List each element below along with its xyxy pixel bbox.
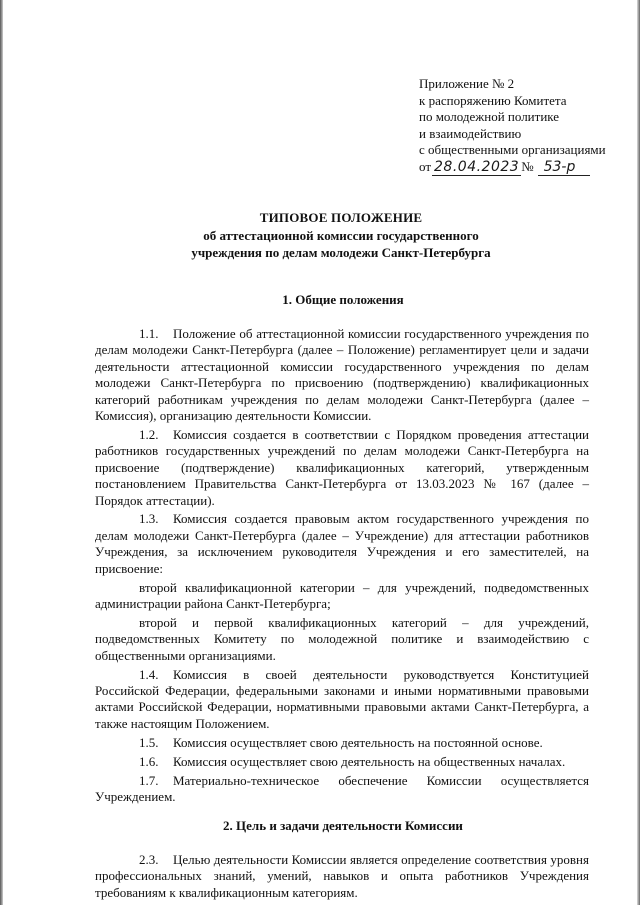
paragraph-text: Целью деятельности Комиссии является определение соответствия уровня профессиональных знаний, умений, навыков и опыта работников Учреждения требованиям к квалификационным категориям.	[95, 852, 589, 900]
paragraph-number: 1.7.	[139, 772, 159, 788]
paragraph-text: второй и первой квалификационных категорий – для учреждений, подведомственных Комитету по молодежной политике и взаимодействию с общественными организациями.	[95, 614, 589, 663]
handwritten-number: 53-р	[538, 159, 590, 177]
paragraph-number: 1.4.	[139, 666, 159, 682]
paragraph	[95, 511, 589, 577]
appendix-block	[419, 76, 606, 176]
handwritten-date: 28.04.2023	[434, 158, 520, 175]
appendix-line: с общественными организациями	[419, 142, 606, 157]
paragraph-text: Комиссия осуществляет свою деятельность на общественных началах.	[173, 753, 566, 769]
paragraph-number: 1.5.	[139, 734, 159, 750]
section-1-heading: 1. Общие положения	[282, 292, 404, 307]
date-prefix: от	[419, 158, 432, 174]
appendix-line: по молодежной политике	[419, 109, 560, 124]
paragraph-text: Комиссия в своей деятельности руководствуется Конституцией Российской Федерации, федеральными законами и иными нормативными правовыми актами Российской Федерации, нормативными правовыми актами Санкт-Петербурга, а также настоящим Положением.	[95, 666, 589, 731]
appendix-line: к распоряжению Комитета	[419, 92, 567, 108]
appendix-line: Приложение № 2	[419, 76, 515, 91]
section-2-heading: 2. Цель и задачи деятельности Комиссии	[223, 818, 463, 833]
paragraph	[95, 427, 589, 509]
paragraph-text: Комиссия осуществляет свою деятельность на постоянной основе.	[173, 734, 543, 750]
section-1-body	[95, 326, 589, 808]
paragraph	[95, 615, 589, 664]
number-prefix: №	[521, 158, 534, 174]
appendix-line: и взаимодействию	[419, 125, 522, 141]
paragraph	[95, 852, 589, 901]
paragraph-text: Комиссия создается в соответствии с Порядком проведения аттестации работников государственных учреждений по делам молодежи Санкт-Петербурга на присвоение (подтверждение) квалификационных категорий, утвержденным постановлением Правительства Санкт-Петербурга от 13.03.2023 № 167 (далее – Порядок аттестации).	[95, 426, 589, 508]
paragraph-text: второй квалификационной категории – для учреждений, подведомственных администрации района Санкт-Петербурга;	[95, 579, 589, 611]
paragraph-number: 1.2.	[139, 426, 159, 442]
document-title	[0, 209, 640, 262]
paragraph	[95, 667, 589, 733]
paragraph-text: Положение об аттестационной комиссии государственного учреждения по делам молодежи Санкт-Петербурга (далее – Положение) регламентирует цели и задачи деятельности аттестационной комиссии государственного учреждения по делам молодежи Санкт-Петербурга по присвоению (подтверждению) квалификационных категорий работникам учреждения по делам молодежи Санкт-Петербурга (далее – Комиссия), организацию деятельности Комиссии.	[95, 326, 589, 424]
paragraph	[95, 326, 589, 424]
paragraph-number: 1.1.	[139, 326, 159, 341]
title-line-1: ТИПОВОЕ ПОЛОЖЕНИЕ	[259, 210, 423, 225]
title-line-3: учреждения по делам молодежи Санкт-Петербурга	[191, 245, 491, 260]
scan-edge-left	[0, 0, 3, 905]
paragraph	[95, 735, 589, 751]
paragraph-text: Материально-техническое обеспечение Комиссии осуществляется Учреждением.	[95, 772, 589, 804]
title-line-2: об аттестационной комиссии государственного	[203, 227, 479, 243]
paragraph-number: 1.6.	[139, 753, 159, 769]
date-number-line	[419, 159, 606, 177]
paragraph-text: Комиссия создается правовым актом государственного учреждения по делам молодежи Санкт-Петербурга (далее – Учреждение) для аттестации работников Учреждения, за исключением руководителя Учреждения и его заместителей, на присвоение:	[95, 511, 589, 576]
paragraph-number: 2.3.	[139, 852, 159, 867]
section-2-body	[95, 852, 589, 904]
paragraph	[95, 754, 589, 770]
paragraph-number: 1.3.	[139, 511, 159, 527]
paragraph	[95, 773, 589, 806]
paragraph	[95, 580, 589, 613]
